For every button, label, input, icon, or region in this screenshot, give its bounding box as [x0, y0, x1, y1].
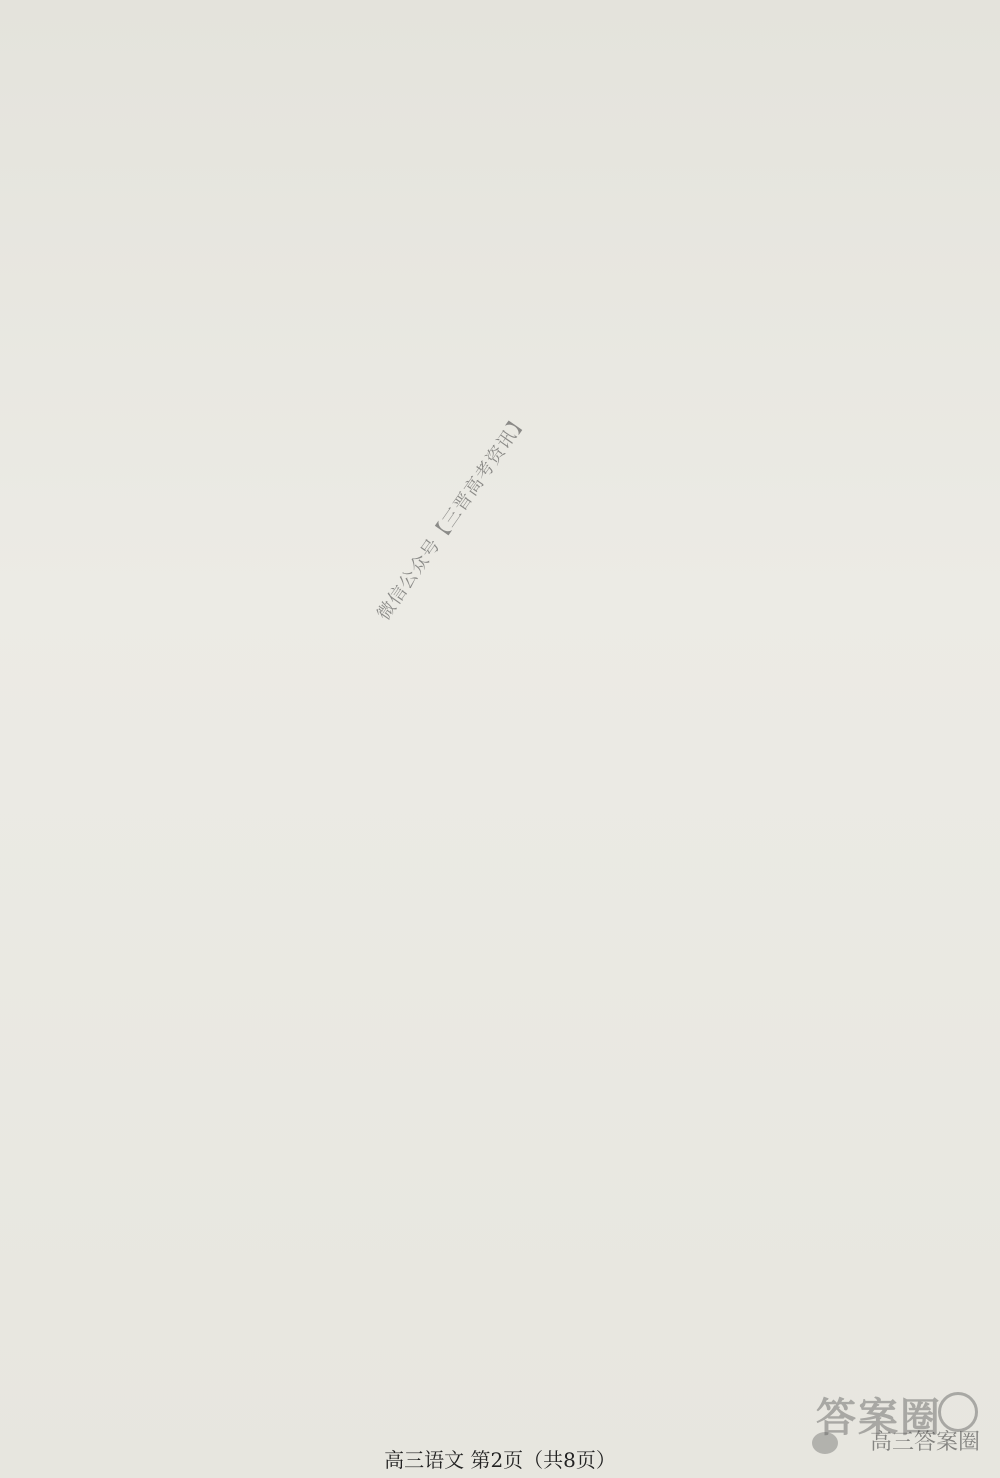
site-logo	[812, 1386, 982, 1458]
logo-main-text: 答案圈	[816, 1395, 942, 1441]
page-footer: 高三语文 第2页（共8页）	[384, 1448, 616, 1472]
watermark: 微信公众号【三晋高考资讯】	[373, 409, 533, 625]
logo-sub-text: 高三答案圈	[869, 1430, 980, 1455]
